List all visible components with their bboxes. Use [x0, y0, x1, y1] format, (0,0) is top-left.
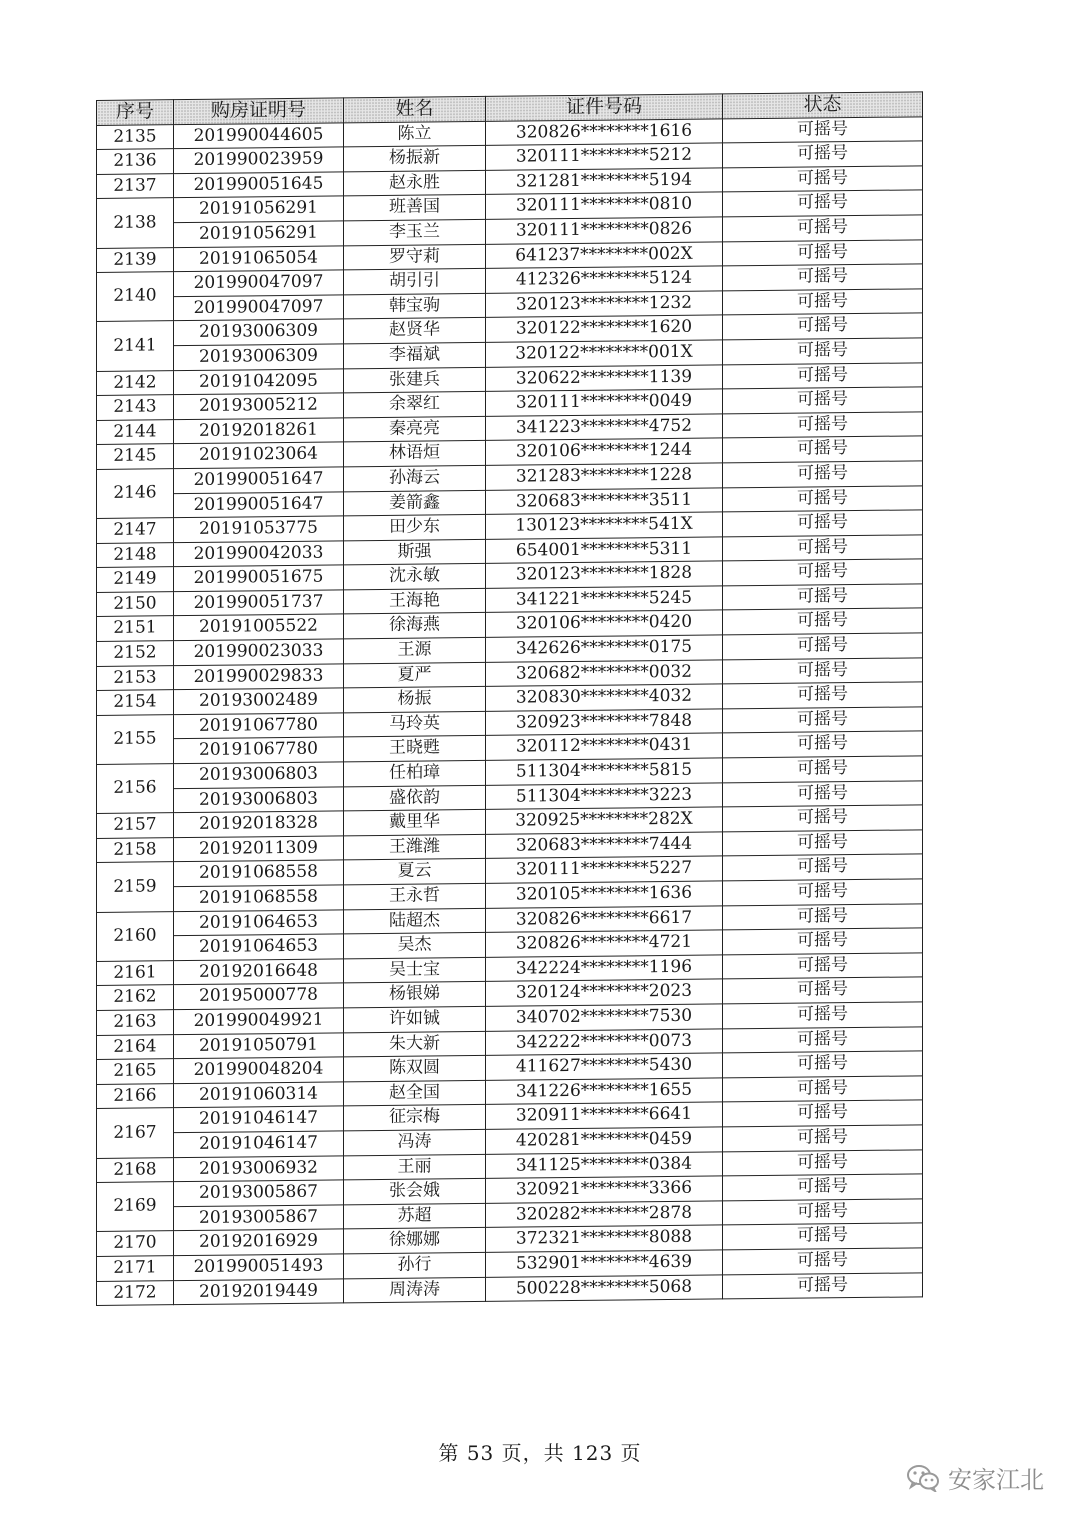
- status-cell: 可摇号: [723, 977, 923, 1004]
- status-cell: 可摇号: [723, 1174, 923, 1201]
- seq-cell: 2166: [97, 1083, 174, 1108]
- seq-cell: 2140: [97, 272, 174, 322]
- name-cell: 王晓甦: [344, 736, 486, 762]
- certificate-no-cell: 20192018261: [174, 418, 344, 444]
- id-number-cell: 341226********1655: [486, 1078, 723, 1105]
- name-cell: 陈立: [344, 121, 486, 147]
- seq-cell: 2156: [97, 764, 174, 814]
- name-cell: 苏超: [344, 1203, 486, 1229]
- id-number-cell: 320830********4032: [486, 684, 723, 711]
- status-cell: 可摇号: [723, 313, 923, 340]
- id-number-cell: 411627********5430: [486, 1053, 723, 1080]
- status-cell: 可摇号: [723, 1149, 923, 1176]
- status-cell: 可摇号: [723, 953, 923, 980]
- seq-cell: 2148: [97, 542, 174, 567]
- status-cell: 可摇号: [723, 239, 923, 266]
- seq-cell: 2152: [97, 641, 174, 666]
- status-cell: 可摇号: [723, 289, 923, 316]
- certificate-no-cell: 20191050791: [174, 1032, 344, 1058]
- certificate-no-cell: 20192016648: [174, 959, 344, 985]
- status-cell: 可摇号: [723, 780, 923, 807]
- name-cell: 赵永胜: [344, 170, 486, 196]
- certificate-no-cell: 201990048204: [174, 1057, 344, 1083]
- wechat-icon: [906, 1464, 940, 1492]
- id-number-cell: 320826********6617: [486, 906, 723, 933]
- name-cell: 孙行: [344, 1252, 486, 1278]
- status-cell: 可摇号: [723, 682, 923, 709]
- status-cell: 可摇号: [723, 510, 923, 537]
- status-cell: 可摇号: [723, 1076, 923, 1103]
- name-cell: 杨振新: [344, 146, 486, 172]
- name-cell: 许如铖: [344, 1006, 486, 1032]
- certificate-no-cell: 20191060314: [174, 1082, 344, 1108]
- seq-cell: 2167: [97, 1108, 174, 1158]
- certificate-no-cell: 201990051647: [174, 491, 344, 517]
- status-cell: 可摇号: [723, 436, 923, 463]
- id-number-cell: 320112********0431: [486, 733, 723, 760]
- name-cell: 罗守莉: [344, 244, 486, 270]
- seq-cell: 2149: [97, 567, 174, 592]
- name-cell: 姜箭鑫: [344, 490, 486, 516]
- certificate-no-cell: 20191068558: [174, 860, 344, 886]
- name-cell: 王源: [344, 637, 486, 663]
- seq-cell: 2144: [97, 419, 174, 444]
- name-cell: 王永哲: [344, 883, 486, 909]
- name-cell: 盛依韵: [344, 785, 486, 811]
- page-number: 第 53 页，共 123 页: [438, 1441, 642, 1465]
- status-cell: 可摇号: [723, 658, 923, 685]
- certificate-no-cell: 20192016929: [174, 1229, 344, 1255]
- certificate-no-cell: 201990047097: [174, 270, 344, 296]
- certificate-no-cell: 20191067780: [174, 713, 344, 739]
- name-cell: 王潍潍: [344, 834, 486, 860]
- id-number-cell: 320826********1616: [486, 119, 723, 146]
- certificate-no-cell: 20193005867: [174, 1180, 344, 1206]
- id-number-cell: 511304********5815: [486, 758, 723, 785]
- certificate-no-cell: 20191042095: [174, 368, 344, 394]
- id-number-cell: 342626********0175: [486, 635, 723, 662]
- status-cell: 可摇号: [723, 1199, 923, 1226]
- certificate-no-cell: 20193006803: [174, 787, 344, 813]
- id-number-cell: 320111********5227: [486, 856, 723, 883]
- status-cell: 可摇号: [723, 1026, 923, 1053]
- certificate-no-cell: 20191064653: [174, 910, 344, 936]
- id-number-cell: 320622********1139: [486, 364, 723, 391]
- name-cell: 冯涛: [344, 1129, 486, 1155]
- status-cell: 可摇号: [723, 559, 923, 586]
- name-cell: 张会娥: [344, 1179, 486, 1205]
- certificate-no-cell: 20191046147: [174, 1131, 344, 1157]
- status-cell: 可摇号: [723, 362, 923, 389]
- name-cell: 王丽: [344, 1154, 486, 1180]
- name-cell: 韩宝驹: [344, 293, 486, 319]
- name-cell: 陆超杰: [344, 908, 486, 934]
- header-name: 姓名: [344, 96, 486, 122]
- certificate-no-cell: 201990049921: [174, 1008, 344, 1034]
- name-cell: 李福斌: [344, 342, 486, 368]
- seq-cell: 2170: [97, 1231, 174, 1256]
- id-number-cell: 321281********5194: [486, 168, 723, 195]
- certificate-no-cell: 20191068558: [174, 885, 344, 911]
- status-cell: 可摇号: [723, 1100, 923, 1127]
- id-number-cell: 641237********002X: [486, 242, 723, 269]
- seq-cell: 2135: [97, 124, 174, 149]
- status-cell: 可摇号: [723, 461, 923, 488]
- name-cell: 斯强: [344, 539, 486, 565]
- status-cell: 可摇号: [723, 1248, 923, 1275]
- certificate-no-cell: 20192019449: [174, 1278, 344, 1304]
- id-number-cell: 320111********5212: [486, 143, 723, 170]
- status-cell: 可摇号: [723, 190, 923, 217]
- certificate-no-cell: 201990051647: [174, 467, 344, 493]
- name-cell: 班善国: [344, 195, 486, 221]
- applicant-table: [96, 91, 923, 1306]
- id-number-cell: 320122********1620: [486, 315, 723, 342]
- id-number-cell: 320111********0826: [486, 217, 723, 244]
- status-cell: 可摇号: [723, 215, 923, 242]
- certificate-no-cell: 20195000778: [174, 983, 344, 1009]
- certificate-no-cell: 20191005522: [174, 614, 344, 640]
- seq-cell: 2161: [97, 960, 174, 985]
- seq-cell: 2168: [97, 1157, 174, 1182]
- id-number-cell: 130123********541X: [486, 512, 723, 539]
- name-cell: 徐海燕: [344, 613, 486, 639]
- id-number-cell: 321283********1228: [486, 463, 723, 490]
- seq-cell: 2147: [97, 518, 174, 543]
- table-body: [97, 116, 923, 1305]
- id-number-cell: 320123********1828: [486, 561, 723, 588]
- id-number-cell: 320826********4721: [486, 930, 723, 957]
- certificate-no-cell: 20193002489: [174, 688, 344, 714]
- name-cell: 任柏璋: [344, 760, 486, 786]
- seq-cell: 2164: [97, 1034, 174, 1059]
- name-cell: 余翠红: [344, 392, 486, 418]
- watermark: [906, 1460, 1044, 1495]
- seq-cell: 2160: [97, 911, 174, 961]
- status-cell: 可摇号: [723, 633, 923, 660]
- id-number-cell: 320105********1636: [486, 881, 723, 908]
- seq-cell: 2162: [97, 985, 174, 1010]
- seq-cell: 2155: [97, 715, 174, 765]
- seq-cell: 2159: [97, 862, 174, 912]
- id-number-cell: 320682********0032: [486, 660, 723, 687]
- id-number-cell: 341221********5245: [486, 586, 723, 613]
- id-number-cell: 500228********5068: [486, 1274, 723, 1301]
- name-cell: 张建兵: [344, 367, 486, 393]
- id-number-cell: 342224********1196: [486, 955, 723, 982]
- name-cell: 秦亮亮: [344, 416, 486, 442]
- header-id-number: 证件号码: [486, 94, 723, 121]
- status-cell: 可摇号: [723, 166, 923, 193]
- status-cell: 可摇号: [723, 338, 923, 365]
- seq-cell: 2171: [97, 1256, 174, 1281]
- name-cell: 赵贤华: [344, 318, 486, 344]
- certificate-no-cell: 201990044605: [174, 123, 344, 149]
- header-certificate-no: 购房证明号: [174, 98, 344, 124]
- certificate-no-cell: 20191056291: [174, 221, 344, 247]
- seq-cell: 2136: [97, 149, 174, 174]
- seq-cell: 2143: [97, 395, 174, 420]
- certificate-no-cell: 201990051645: [174, 172, 344, 198]
- status-cell: 可摇号: [723, 707, 923, 734]
- certificate-no-cell: 20191067780: [174, 737, 344, 763]
- certificate-no-cell: 20193006932: [174, 1155, 344, 1181]
- id-number-cell: 341223********4752: [486, 414, 723, 441]
- certificate-no-cell: 20193006309: [174, 319, 344, 345]
- name-cell: 吴士宝: [344, 957, 486, 983]
- certificate-no-cell: 20193006803: [174, 762, 344, 788]
- id-number-cell: 320911********6641: [486, 1102, 723, 1129]
- seq-cell: 2165: [97, 1059, 174, 1084]
- name-cell: 吴杰: [344, 933, 486, 959]
- status-cell: 可摇号: [723, 608, 923, 635]
- seq-cell: 2163: [97, 1010, 174, 1035]
- header-status: 状态: [723, 92, 923, 119]
- status-cell: 可摇号: [723, 903, 923, 930]
- seq-cell: 2138: [97, 198, 174, 248]
- id-number-cell: 372321********8088: [486, 1225, 723, 1252]
- certificate-no-cell: 20191065054: [174, 245, 344, 271]
- name-cell: 朱大新: [344, 1031, 486, 1057]
- name-cell: 沈永敏: [344, 564, 486, 590]
- id-number-cell: 412326********5124: [486, 266, 723, 293]
- status-cell: 可摇号: [723, 141, 923, 168]
- name-cell: 陈双圆: [344, 1056, 486, 1082]
- certificate-no-cell: 20191056291: [174, 196, 344, 222]
- header-seq: 序号: [97, 100, 174, 125]
- seq-cell: 2142: [97, 370, 174, 395]
- status-cell: 可摇号: [723, 264, 923, 291]
- seq-cell: 2158: [97, 838, 174, 863]
- id-number-cell: 320111********0810: [486, 192, 723, 219]
- certificate-no-cell: 201990023033: [174, 639, 344, 665]
- id-number-cell: 511304********3223: [486, 783, 723, 810]
- id-number-cell: 320111********0049: [486, 389, 723, 416]
- seq-cell: 2153: [97, 665, 174, 690]
- name-cell: 马玲英: [344, 711, 486, 737]
- status-cell: 可摇号: [723, 387, 923, 414]
- name-cell: 徐娜娜: [344, 1228, 486, 1254]
- name-cell: 胡引引: [344, 269, 486, 295]
- id-number-cell: 654001********5311: [486, 537, 723, 564]
- id-number-cell: 320683********7444: [486, 832, 723, 859]
- status-cell: 可摇号: [723, 830, 923, 857]
- certificate-no-cell: 201990042033: [174, 541, 344, 567]
- certificate-no-cell: 20191064653: [174, 934, 344, 960]
- name-cell: 王海艳: [344, 588, 486, 614]
- name-cell: 赵全国: [344, 1080, 486, 1106]
- id-number-cell: 320282********2878: [486, 1201, 723, 1228]
- certificate-no-cell: 20193006309: [174, 344, 344, 370]
- watermark-text: 安家江北: [948, 1466, 1044, 1494]
- certificate-no-cell: 20193005212: [174, 393, 344, 419]
- seq-cell: 2151: [97, 616, 174, 641]
- id-number-cell: 320921********3366: [486, 1176, 723, 1203]
- id-number-cell: 320925********282X: [486, 807, 723, 834]
- name-cell: 田少东: [344, 515, 486, 541]
- status-cell: 可摇号: [723, 1223, 923, 1250]
- name-cell: 征宗梅: [344, 1105, 486, 1131]
- status-cell: 可摇号: [723, 731, 923, 758]
- status-cell: 可摇号: [723, 1125, 923, 1152]
- seq-cell: 2172: [97, 1280, 174, 1305]
- id-number-cell: 532901********4639: [486, 1250, 723, 1277]
- certificate-no-cell: 20191046147: [174, 1106, 344, 1132]
- status-cell: 可摇号: [723, 854, 923, 881]
- name-cell: 林语烜: [344, 441, 486, 467]
- seq-cell: 2157: [97, 813, 174, 838]
- id-number-cell: 320106********0420: [486, 610, 723, 637]
- id-number-cell: 320124********2023: [486, 979, 723, 1006]
- certificate-no-cell: 201990051737: [174, 590, 344, 616]
- seq-cell: 2139: [97, 247, 174, 272]
- certificate-no-cell: 20192011309: [174, 836, 344, 862]
- name-cell: 孙海云: [344, 465, 486, 491]
- id-number-cell: 340702********7530: [486, 1004, 723, 1031]
- certificate-no-cell: 201990051493: [174, 1254, 344, 1280]
- seq-cell: 2145: [97, 444, 174, 469]
- status-cell: 可摇号: [723, 535, 923, 562]
- status-cell: 可摇号: [723, 928, 923, 955]
- name-cell: 夏严: [344, 662, 486, 688]
- name-cell: 夏云: [344, 859, 486, 885]
- name-cell: 周涛涛: [344, 1277, 486, 1303]
- status-cell: 可摇号: [723, 584, 923, 611]
- certificate-no-cell: 201990023959: [174, 147, 344, 173]
- seq-cell: 2154: [97, 690, 174, 715]
- status-cell: 可摇号: [723, 1002, 923, 1029]
- certificate-no-cell: 201990051675: [174, 565, 344, 591]
- status-cell: 可摇号: [723, 879, 923, 906]
- seq-cell: 2150: [97, 592, 174, 617]
- id-number-cell: 341125********0384: [486, 1151, 723, 1178]
- id-number-cell: 320122********001X: [486, 340, 723, 367]
- name-cell: 戴里华: [344, 810, 486, 836]
- certificate-no-cell: 20191053775: [174, 516, 344, 542]
- status-cell: 可摇号: [723, 1272, 923, 1299]
- id-number-cell: 342222********0073: [486, 1029, 723, 1056]
- certificate-no-cell: 20191023064: [174, 442, 344, 468]
- status-cell: 可摇号: [723, 756, 923, 783]
- status-cell: 可摇号: [723, 485, 923, 512]
- id-number-cell: 420281********0459: [486, 1127, 723, 1154]
- id-number-cell: 320923********7848: [486, 709, 723, 736]
- status-cell: 可摇号: [723, 805, 923, 832]
- name-cell: 杨银娣: [344, 982, 486, 1008]
- certificate-no-cell: 20193005867: [174, 1205, 344, 1231]
- certificate-no-cell: 201990047097: [174, 295, 344, 321]
- status-cell: 可摇号: [723, 1051, 923, 1078]
- seq-cell: 2169: [97, 1182, 174, 1232]
- name-cell: 杨振: [344, 687, 486, 713]
- seq-cell: 2146: [97, 469, 174, 519]
- certificate-no-cell: 20192018328: [174, 811, 344, 837]
- status-cell: 可摇号: [723, 116, 923, 143]
- id-number-cell: 320683********3511: [486, 487, 723, 514]
- id-number-cell: 320106********1244: [486, 438, 723, 465]
- name-cell: 李玉兰: [344, 219, 486, 245]
- seq-cell: 2137: [97, 173, 174, 198]
- id-number-cell: 320123********1232: [486, 291, 723, 318]
- certificate-no-cell: 201990029833: [174, 664, 344, 690]
- seq-cell: 2141: [97, 321, 174, 371]
- status-cell: 可摇号: [723, 412, 923, 439]
